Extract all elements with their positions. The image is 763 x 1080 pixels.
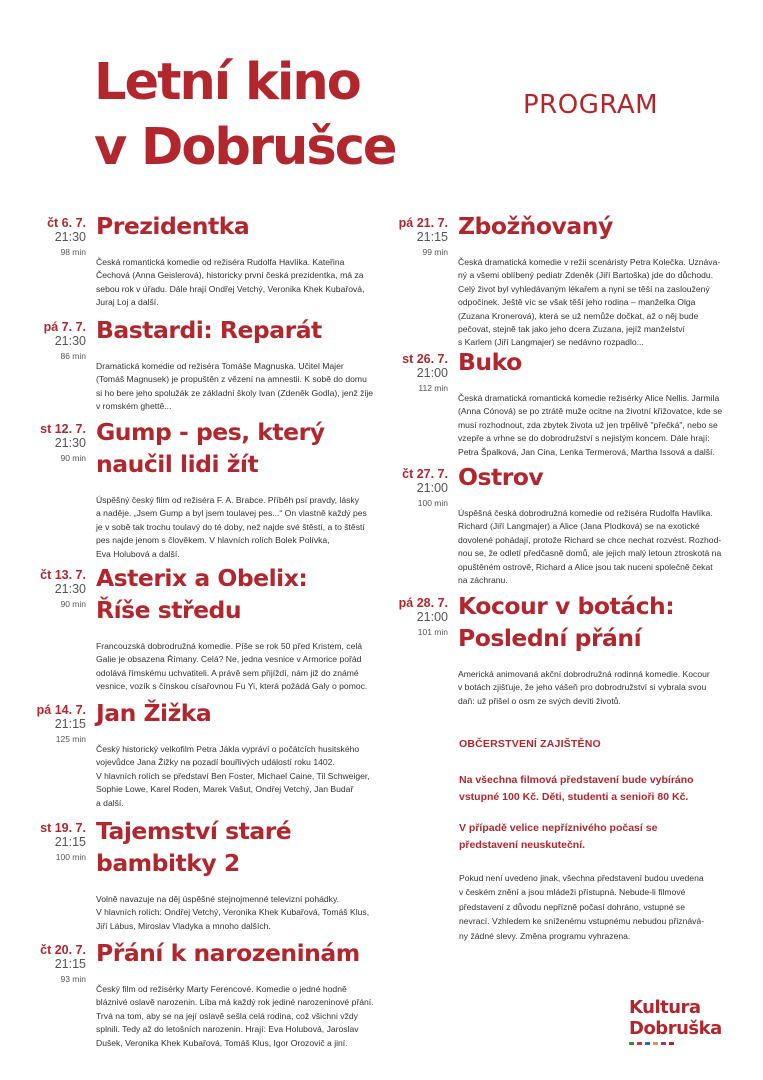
title-line-2: v Dobrušce bbox=[94, 118, 396, 177]
screening-date: čt 13. 7. bbox=[40, 568, 86, 582]
film-length: 112 min bbox=[418, 383, 448, 393]
description-line: nou se, že odletí předčasně domů, ale jejich malý letoun ztroskotá na bbox=[458, 548, 722, 559]
screening-info bbox=[36, 943, 86, 986]
film-description bbox=[458, 668, 710, 708]
description-line: s Karlem (Jiří Langmajer) se nedávno rozpadlo... bbox=[458, 337, 644, 348]
film-title-line: Tajemství staré bbox=[96, 817, 292, 845]
screening-info bbox=[36, 320, 86, 363]
screening-time: 21:15 bbox=[54, 957, 86, 971]
film-title bbox=[458, 590, 674, 654]
screening-time: 21:00 bbox=[416, 366, 448, 380]
film-title-line: Prezidentka bbox=[96, 212, 250, 240]
film-title bbox=[458, 461, 543, 493]
description-line: v botách zjišťuje, že jeho vášeň pro dobrodružství si vybrala svou bbox=[458, 682, 707, 693]
screening-info bbox=[398, 467, 448, 510]
prices-line: vstupné 100 Kč. Děti, studenti a senioři 80 Kč. bbox=[459, 791, 689, 803]
refreshments-note: OBČERSTVENÍ ZAJIŠTĚNO bbox=[459, 738, 601, 750]
screening-time: 21:30 bbox=[54, 230, 86, 244]
description-line: Richard (Jiří Langmajer) a Alice (Jana Plodková) se na exotické bbox=[458, 521, 700, 532]
weather-line: V případě velice nepříznivého počasí se bbox=[459, 822, 658, 834]
film-length: 90 min bbox=[60, 599, 86, 609]
notice-line: ny žádné slevy. Změna programu vyhrazena. bbox=[459, 930, 631, 941]
film-title-line: Gump - pes, který bbox=[96, 418, 325, 446]
screening-time: 21:00 bbox=[416, 610, 448, 624]
description-line: V hlavních rolích: Ondřej Vetchý, Veronika Khek Kubařová, Tomáš Klus, bbox=[96, 907, 370, 918]
notice-line: představení z důvodu nepřízně počasí dohráno, vstupné se bbox=[459, 901, 685, 912]
logo-line-2: Dobruška bbox=[629, 1018, 722, 1039]
film-description bbox=[96, 360, 373, 414]
film-length: 125 min bbox=[55, 734, 86, 744]
screening-date: st 19. 7. bbox=[40, 821, 86, 835]
film-description bbox=[96, 640, 367, 694]
description-line: Sophie Lowe, Karel Roden, Marek Vašut, Ondřej Vetchý, Jan Budař bbox=[96, 784, 354, 795]
screening-time: 21:15 bbox=[416, 230, 448, 244]
logo-color-dots bbox=[629, 1042, 739, 1045]
screening-time: 21:15 bbox=[54, 835, 86, 849]
film-title-line: naučil lidi žít bbox=[96, 450, 259, 478]
kultura-dobruska-logo bbox=[629, 997, 739, 1045]
poster-title bbox=[94, 50, 514, 180]
title-line-1: Letní kino bbox=[94, 53, 360, 112]
description-line: Český film od režisérky Marty Ferencové. Komedie o jedné hodně bbox=[96, 984, 347, 994]
description-line: Francouzská dobrodružná komedie. Píše se rok 50 před Kristem, celá bbox=[96, 641, 363, 651]
film-title-line: bambitky 2 bbox=[96, 849, 240, 877]
film-length: 101 min bbox=[417, 627, 448, 637]
film-length: 90 min bbox=[60, 453, 86, 463]
screening-info bbox=[36, 821, 86, 864]
description-line: Eva Holubová a další. bbox=[96, 548, 180, 559]
film-title bbox=[96, 314, 322, 346]
film-title bbox=[458, 210, 613, 242]
screening-info bbox=[36, 216, 86, 259]
film-length: 86 min bbox=[60, 351, 86, 361]
screening-date: pá 21. 7. bbox=[398, 216, 448, 230]
film-description bbox=[458, 392, 722, 459]
description-line: a další. bbox=[96, 797, 124, 808]
description-line: odpočinek. Ještě víc se však těší jeho rodina – manželka Olga bbox=[458, 297, 696, 308]
logo-dot bbox=[661, 1042, 666, 1045]
description-line: opuštěném ostrově, Richard a Alice jsou tak nuceni společně čekat bbox=[458, 561, 713, 572]
screening-date: pá 28. 7. bbox=[398, 596, 448, 610]
description-line: v romském ghettě... bbox=[96, 401, 172, 412]
description-line: Česká dramatická komedie v režii scenáristy Petra Kolečka. Uznáva- bbox=[458, 257, 721, 267]
description-line: pečovat, stejně tak jako jeho dcera Zuzana, jejíž manželství bbox=[458, 324, 685, 335]
film-title-line: Bastardi: Reparát bbox=[96, 316, 322, 344]
program-label: PROGRAM bbox=[523, 90, 659, 120]
description-line: Jiří Lábus, Miroslav Vladyka a mnoho dalších. bbox=[96, 920, 271, 931]
film-description bbox=[458, 507, 721, 587]
description-line: Česká romantická komedie od režiséra Rudolfa Havlíka. Kateřina bbox=[96, 257, 345, 267]
screening-info bbox=[398, 352, 448, 395]
film-description bbox=[96, 893, 369, 933]
screening-date: čt 27. 7. bbox=[402, 467, 448, 481]
description-line: vzepře a vrhne se do dobrodružství s nejistým koncem. Dále hrají: bbox=[458, 433, 710, 444]
film-length: 93 min bbox=[60, 974, 86, 984]
notice-line: nevrací. Vzhledem ke sníženému vstupnému nebudou přiznává- bbox=[459, 916, 705, 927]
notice-line: Pokud není uvedeno jinak, všechna představení budou uvedena bbox=[459, 873, 704, 883]
logo-dot bbox=[653, 1042, 658, 1045]
description-line: Trvá na tom, aby se na její oslavě sešla celá rodina, což všichni vždy bbox=[96, 1010, 358, 1021]
screening-date: st 12. 7. bbox=[40, 422, 86, 436]
screening-time: 21:15 bbox=[54, 717, 86, 731]
prices-line: Na všechna filmová představení bude vybíráno bbox=[459, 774, 694, 786]
description-line: bláznivé oslavě narozenin. Líba má každý rok jediné narozeninové přání. bbox=[96, 997, 374, 1008]
film-length: 98 min bbox=[60, 247, 86, 257]
film-title bbox=[96, 815, 291, 879]
description-line: daň: už přišel o osm ze svých devíti životů. bbox=[458, 695, 621, 706]
film-description bbox=[96, 256, 364, 310]
film-title-line: Buko bbox=[458, 348, 522, 376]
film-title-line: Poslední přání bbox=[458, 624, 642, 652]
description-line: pes najde jenom s člověkem. V hlavních rolích Bolek Polívka, bbox=[96, 535, 330, 546]
weather-note bbox=[459, 820, 749, 854]
description-line: ný a všemi oblíbený pediatr Zdeněk (Jiří Bartoška) jde do důchodu. bbox=[458, 270, 714, 281]
screening-info bbox=[36, 568, 86, 611]
screening-time: 21:00 bbox=[416, 481, 448, 495]
description-line: vesnice, vozík s čínskou císařovnou Fu Yi, která požádá Galy o pomoc. bbox=[96, 681, 368, 692]
description-line: Čechová (Anna Geislerová), historicky první česká prezidentka, má za bbox=[96, 270, 364, 281]
description-line: Juraj Loj a další. bbox=[96, 297, 159, 308]
description-line: (Tomáš Magnusek) je propuštěn z vězení na amnestii. K sobě do domu bbox=[96, 374, 367, 385]
film-title-line: Jan Žižka bbox=[96, 699, 212, 727]
description-line: Petra Špalková, Jan Cina, Lenka Termerová, Martha Issová a další. bbox=[458, 446, 715, 457]
weather-line: představení neuskuteční. bbox=[459, 839, 586, 851]
description-line: je v sobě tak trochu toulavý do té doby, než najde své štěstí, a to štěstí bbox=[96, 521, 365, 532]
description-line: a naděje. „Jsem Gump a byl jsem toulavej pes...“ On vlastně každý pes bbox=[96, 508, 367, 519]
film-title bbox=[96, 416, 325, 480]
screening-info bbox=[36, 422, 86, 465]
film-title-line: Přání k narozeninám bbox=[96, 939, 360, 967]
film-title bbox=[96, 697, 211, 729]
description-line: musí rozhodnout, zda zbytek života už jen trpělivě "přečká", nebo se bbox=[458, 419, 718, 430]
screening-info bbox=[398, 216, 448, 259]
logo-dot bbox=[629, 1042, 634, 1045]
film-description bbox=[458, 256, 720, 350]
logo-dot bbox=[637, 1042, 642, 1045]
film-title-line: Říše středu bbox=[96, 596, 242, 624]
general-notice bbox=[459, 871, 749, 943]
description-line: Úspěšná česká dobrodružná komedie od režiséra Rudolfa Havlíka. bbox=[458, 508, 713, 518]
description-line: Český historický velkofilm Petra Jákla vypráví o počátcích husitského bbox=[96, 744, 360, 754]
screening-info bbox=[36, 703, 86, 746]
description-line: Dušek, Veronika Khek Kubařová, Tomáš Klus, Igor Orozovič a jiní. bbox=[96, 1037, 348, 1048]
description-line: (Zuzana Kronerová), která se už nemůže dočkat, až o něj bude bbox=[458, 310, 699, 321]
film-title-line: Kocour v botách: bbox=[458, 592, 675, 620]
screening-info bbox=[398, 596, 448, 639]
description-line: sebou rok v úřadu. Dále hrají Ondřej Vetchý, Veronika Khek Kubařová, bbox=[96, 283, 365, 294]
logo-dot bbox=[645, 1042, 650, 1045]
film-title bbox=[96, 210, 249, 242]
description-line: Volně navazuje na děj úspěšné stejnojmenné televizní pohádky. bbox=[96, 894, 340, 904]
film-title bbox=[96, 937, 360, 969]
screening-date: st 26. 7. bbox=[402, 352, 448, 366]
film-description bbox=[96, 494, 367, 561]
screening-time: 21:30 bbox=[54, 582, 86, 596]
description-line: na záchranu. bbox=[458, 575, 508, 586]
description-line: si ho bere jeho spolužák ze základní školy Ivan (Zdeněk Godla), jenž žije bbox=[96, 387, 374, 398]
film-title bbox=[96, 562, 307, 626]
prices-note bbox=[459, 772, 749, 806]
description-line: Dramatická komedie od režiséra Tomáše Magnuska. Učitel Majer bbox=[96, 361, 344, 371]
description-line: Celý život byl vyhledávaným lékařem a nyní se těší na zasloužený bbox=[458, 283, 710, 294]
film-description bbox=[96, 743, 370, 810]
film-title-line: Zbožňovaný bbox=[458, 212, 613, 240]
film-length: 100 min bbox=[417, 498, 448, 508]
description-line: Americká animovaná akční dobrodružná rodinná komedie. Kocour bbox=[458, 669, 710, 679]
film-description bbox=[96, 983, 374, 1050]
logo-line-1: Kultura bbox=[629, 997, 701, 1018]
description-line: Galie je obsazena Římany. Celá? Ne, jedna vesnice v Armorice pořád bbox=[96, 654, 362, 665]
info-section bbox=[459, 738, 749, 943]
film-title bbox=[458, 346, 522, 378]
notice-line: v českém znění a jsou mládeži přístupná. Nebude-li filmové bbox=[459, 887, 686, 898]
film-length: 99 min bbox=[422, 247, 448, 257]
description-line: Česká dramatická romantická komedie režisérky Alice Nellis. Jarmila bbox=[458, 393, 720, 403]
description-line: odolává římskému uchvatiteli. A právě sem přijíždí, nám již do známé bbox=[96, 667, 359, 678]
film-title-line: Asterix a Obelix: bbox=[96, 564, 308, 592]
description-line: (Anna Cónová) se po ztrátě muže ocitne na životní křižovatce, kde se bbox=[458, 406, 723, 417]
film-title-line: Ostrov bbox=[458, 463, 544, 491]
screening-time: 21:30 bbox=[54, 334, 86, 348]
screening-date: čt 20. 7. bbox=[40, 943, 86, 957]
description-line: Úspěšný český film od režiséra F. A. Brabce. Příběh psí pravdy, lásky bbox=[96, 495, 360, 505]
screening-date: pá 14. 7. bbox=[36, 703, 86, 717]
screening-date: čt 6. 7. bbox=[47, 216, 86, 230]
description-line: V hlavních rolích se představí Ben Foster, Michael Caine, Til Schweiger, bbox=[96, 770, 370, 781]
description-line: splnili. Tedy až do letošních narozenin. Hrají: Eva Holubová, Jaroslav bbox=[96, 1024, 359, 1035]
screening-date: pá 7. 7. bbox=[43, 320, 86, 334]
screening-time: 21:30 bbox=[54, 436, 86, 450]
description-line: vojevůdce Jana Žižky na pozadí bouřlivých událostí roku 1402. bbox=[96, 757, 335, 768]
description-line: dovolené pohádají, protože Richard se chce nechat rozvést. Rozhod- bbox=[458, 534, 722, 545]
film-length: 100 min bbox=[55, 852, 86, 862]
logo-dot bbox=[669, 1042, 674, 1045]
